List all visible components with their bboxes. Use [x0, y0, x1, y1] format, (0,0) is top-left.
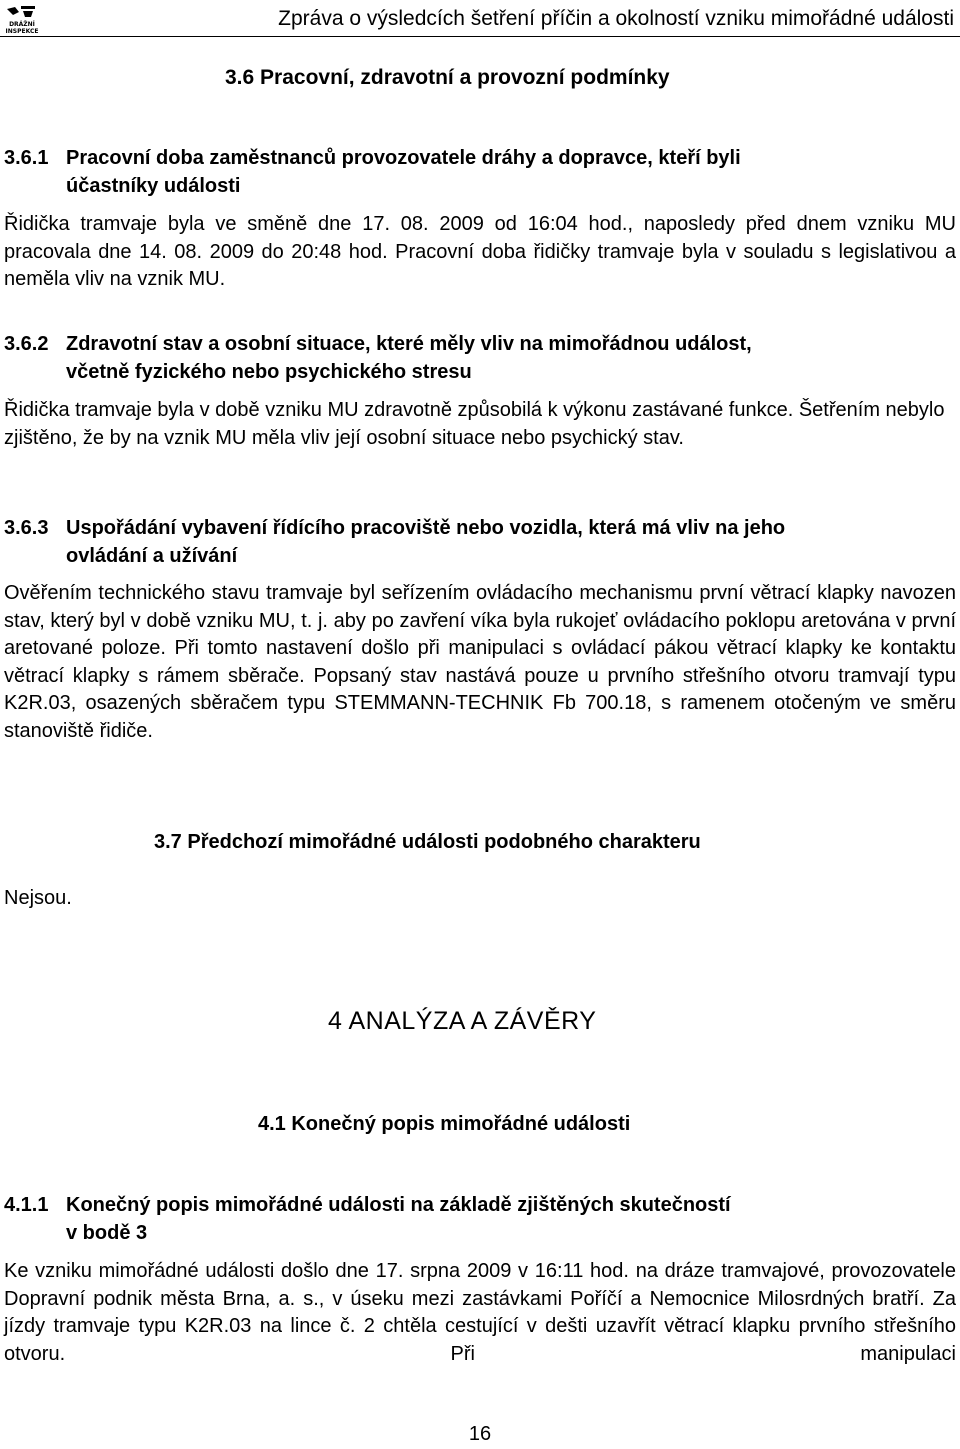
section-number: 3.6.1 — [4, 147, 49, 169]
heading-line2: včetně fyzického nebo psychického stresu — [66, 360, 472, 383]
section-4-1-heading: 4.1 Konečný popis mimořádné události — [258, 1113, 631, 1135]
logo-text-line2: INSPEKCE — [5, 28, 39, 35]
section-3-6-heading: 3.6 Pracovní, zdravotní a provozní podmínky — [225, 66, 670, 89]
section-4-1-1-body: Ke vzniku mimořádné události došlo dne 17. srpna 2009 v 16:11 hod. na dráze tramvajové, provozovatele Dopravní podnik města Brna, a. s., v úseku mezi zastávkami Poříčí a Nemocnice Milosrdných bratří. Za jízdy tramvaje typu K2R.03 na lince č. 2 chtěla cestující v dešti uzavřít větrací klapku prvního střešního otvoru. Při manipulaci — [4, 1260, 956, 1365]
heading-line1: Zdravotní stav a osobní situace, které měly vliv na mimořádnou událost, — [66, 333, 752, 355]
heading-line2: účastníky události — [66, 174, 241, 197]
logo-icon — [3, 3, 41, 36]
section-4-1-1-heading — [4, 1192, 956, 1247]
heading-line2: v bodě 3 — [66, 1221, 148, 1244]
logo-text-line1: DRÁŽNÍ — [9, 21, 35, 28]
section-number: 4.1.1 — [4, 1194, 49, 1216]
section-3-6-2-heading — [4, 331, 956, 386]
section-3-6-1-body: Řidička tramvaje byla ve směně dne 17. 08. 2009 od 16:04 hod., naposledy před dnem vzniku MU pracovala dne 14. 08. 2009 do 20:48 hod. Pracovní doba řidičky tramvaje byla v souladu s legislativou a neměla vliv na vznik MU. — [4, 213, 956, 290]
drazni-inspekce-logo — [3, 3, 41, 36]
heading-line1: Pracovní doba zaměstnanců provozovatele dráhy a dopravce, kteří byli — [66, 147, 741, 169]
section-number: 3.6.3 — [4, 517, 49, 539]
section-3-7-body: Nejsou. — [4, 887, 72, 909]
section-3-6-3-body: Ověřením technického stavu tramvaje byl seřízením ovládacího mechanismu první větrací klapky navozen stav, který byl v době vzniku MU, t. j. aby po zavření víka byla rukojeť ovládacího poklopu aretována v první aretované poloze. Při tomto nastavení došlo při manipulaci s ovládací pákou větrací klapky ke kontaktu větrací klapky s rámem sběrače. Popsaný stav nastává pouze u prvního střešního otvoru tramvají typu K2R.03, osazených sběračem typu STEMMANN-TECHNIK Fb 700.18, s ramenem otočeným ve směru stanoviště řidiče. — [4, 582, 956, 742]
header-divider — [0, 36, 960, 37]
section-3-6-2-body: Řidička tramvaje byla v době vzniku MU zdravotně způsobilá k výkonu zastávané funkce. Šetřením nebylo zjištěno, že by na vznik MU měla vliv její osobní situace nebo psychický stav. — [4, 399, 945, 449]
page-number: 16 — [468, 1423, 492, 1445]
section-3-7-heading: 3.7 Předchozí mimořádné události podobného charakteru — [154, 831, 701, 853]
heading-line1: Uspořádání vybavení řídícího pracoviště nebo vozidla, která má vliv na jeho — [66, 517, 786, 539]
heading-line1: Konečný popis mimořádné události na základě zjištěných skutečností — [66, 1194, 731, 1216]
section-3-6-3-heading — [4, 515, 956, 570]
chapter-4-heading: 4 ANALÝZA A ZÁVĚRY — [328, 1007, 597, 1035]
section-3-6-1-heading — [4, 145, 956, 200]
heading-line2: ovládání a užívání — [66, 544, 238, 567]
header-title: Zpráva o výsledcích šetření příčin a okolností vzniku mimořádné události — [278, 7, 954, 30]
section-number: 3.6.2 — [4, 333, 49, 355]
